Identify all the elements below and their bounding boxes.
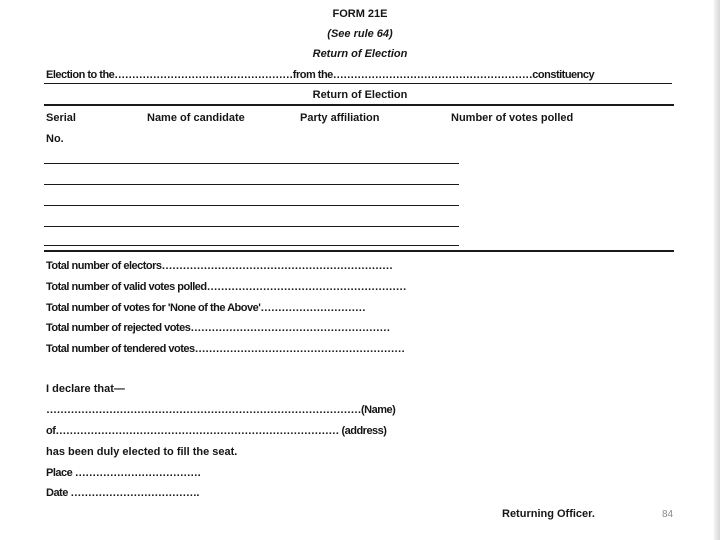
entry-line bbox=[44, 163, 459, 164]
total-rejected-votes: Total number of rejected votes………………………………………………… bbox=[46, 322, 390, 334]
total-valid-votes: Total number of valid votes polled………………………………………………… bbox=[46, 281, 407, 293]
col-name-header: Name of candidate bbox=[147, 112, 245, 124]
rule-reference: (See rule 64) bbox=[327, 28, 393, 40]
page-number: 84 bbox=[662, 509, 674, 520]
page-edge-shadow bbox=[714, 0, 720, 540]
entry-line bbox=[44, 226, 459, 227]
declaration-intro: I declare that— bbox=[46, 383, 125, 395]
total-nota-votes: Total number of votes for 'None of the Above'………………………… bbox=[46, 302, 366, 314]
returning-officer: Returning Officer. bbox=[502, 508, 595, 520]
declaration-name-line: ………………………………………………………………………………(Name) bbox=[46, 404, 396, 416]
declaration-elected: has been duly elected to fill the seat. bbox=[46, 446, 238, 458]
entry-line bbox=[44, 184, 459, 185]
date-line: Date ………………………………. bbox=[46, 487, 199, 499]
header-rule-top bbox=[44, 83, 672, 84]
election-to-line: Election to the……………………………………………from the…………………………………………………constituency bbox=[46, 69, 595, 81]
total-tendered-votes: Total number of tendered votes…………………………………………………… bbox=[46, 343, 405, 355]
declaration-address-line: of……………………………………………………………………… (address) bbox=[46, 425, 387, 437]
place-line: Place ……………………………… bbox=[46, 467, 201, 479]
header-rule-bottom bbox=[44, 104, 674, 106]
total-electors: Total number of electors………………………………………………………… bbox=[46, 260, 393, 272]
col-party-header: Party affiliation bbox=[300, 112, 380, 124]
form-title: FORM 21E bbox=[332, 8, 388, 20]
form-subtitle: Return of Election bbox=[312, 48, 408, 60]
col-votes-header: Number of votes polled bbox=[451, 112, 574, 124]
section-title: Return of Election bbox=[312, 89, 408, 101]
col-serial-header: Serial bbox=[46, 112, 76, 124]
entry-line bbox=[44, 245, 459, 246]
entry-line bbox=[44, 205, 459, 206]
table-bottom-rule bbox=[44, 250, 674, 252]
serial-no-label: No. bbox=[46, 133, 64, 145]
